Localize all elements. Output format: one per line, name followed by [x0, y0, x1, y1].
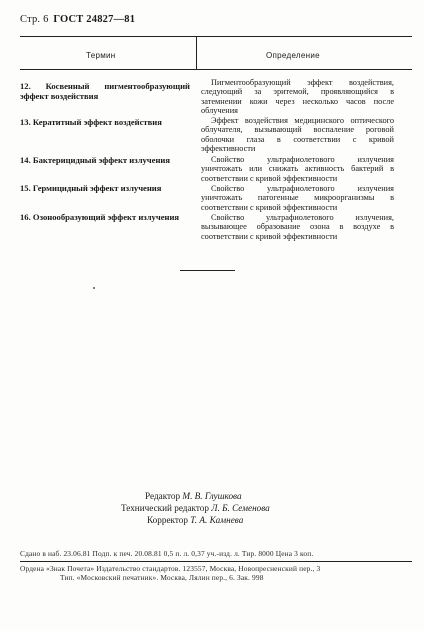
table-row-term: 12. Косвенный пигментообразующий эффект воздействия — [20, 81, 190, 101]
table-row-term: 14. Бактерицидный эффект излучения — [20, 155, 171, 165]
column-header-definition: Определение — [266, 51, 320, 60]
credit-tech-editor — [121, 502, 270, 514]
imprint-line: Ордена «Знак Почета» Издательство стандартов. 123557, Москва, Новопресненский пер., 3 — [20, 564, 321, 573]
credit-name: М. В. Глушкова — [182, 491, 242, 501]
end-of-text-rule — [180, 270, 235, 271]
standard-number: ГОСТ 24827—81 — [53, 14, 136, 25]
credit-role: Корректор — [147, 515, 188, 525]
running-head — [20, 14, 135, 25]
column-header-term: Термин — [86, 51, 116, 60]
credit-role: Технический редактор — [121, 503, 209, 513]
table-top-rule — [20, 36, 412, 37]
table-row-term: 13. Кератитный эффект воздействия — [20, 117, 162, 127]
table-row-term: 16. Озонообразующий эффект излучения — [20, 212, 180, 222]
credit-name: Л. Б. Семенова — [211, 503, 270, 513]
imprint-rule — [20, 561, 412, 562]
credit-proofreader — [147, 514, 243, 526]
table-row-definition: Свойство ультрафиолетового излучения, вызывающее образование озона в воздухе в соответствии с кривой эффективности — [201, 213, 394, 241]
imprint-line: Тип. «Московский печатник». Москва, Лялин пер., 6. Зак. 998 — [60, 573, 264, 582]
table-row-term: 15. Гермицидный эффект излучения — [20, 183, 162, 193]
credit-name: Т. А. Камнева — [190, 515, 244, 525]
table-header-rule — [20, 69, 412, 70]
table-column-divider — [196, 36, 197, 69]
table-row-definition: Свойство ультрафиолетового излучения уничтожать или снижать активность бактерий в соответствии с кривой эффективности — [201, 155, 394, 183]
print-speck — [93, 287, 95, 289]
credit-editor — [145, 490, 242, 502]
page-number: Стр. 6 — [20, 14, 49, 25]
table-row-definition: Эффект воздействия медицинского оптического облучателя, вызывающий воспаление роговой оболочки глаза в соответствии с кривой эффективности — [201, 116, 394, 154]
imprint-line: Сдано в наб. 23.06.81 Подп. к печ. 20.08.81 0,5 п. л. 0,37 уч.-изд. л. Тир. 8000 Цена 3 коп. — [20, 549, 314, 558]
table-row-definition: Пигментообразующий эффект воздействия, следующий за эритемой, проявляющийся в затемнении кожи через несколько часов после облучения — [201, 78, 394, 116]
table-row-definition: Свойство ультрафиолетового излучения уничтожать патогенные микроорганизмы в соответствии с кривой эффективности — [201, 184, 394, 212]
credit-role: Редактор — [145, 491, 181, 501]
